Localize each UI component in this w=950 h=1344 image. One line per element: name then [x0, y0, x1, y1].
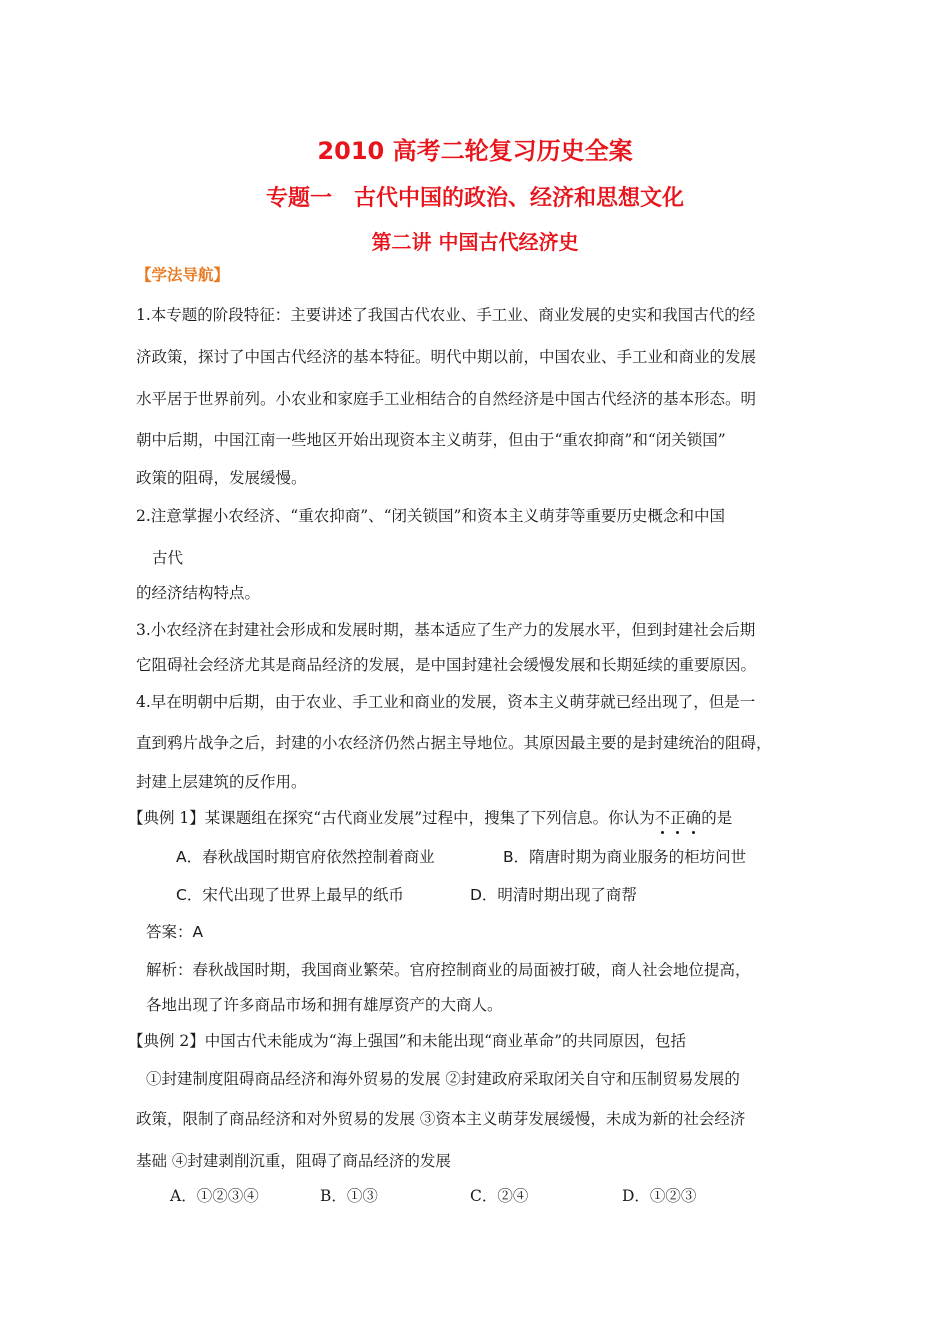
emphasis-char-3: 确	[685, 809, 702, 827]
guide-p1-line-1: 1.本专题的阶段特征：主要讲述了我国古代农业、手工业、商业发展的史实和我国古代的经	[136, 306, 756, 324]
example2-option-d: D．①②③	[622, 1187, 697, 1205]
example1-analysis-line-1: 解析：春秋战国时期，我国商业繁荣。官府控制商业的局面被打破，商人社会地位提高，	[146, 961, 751, 979]
lecture-title: 第二讲 中国古代经济史	[371, 230, 579, 254]
guide-p4-line-3: 封建上层建筑的反作用。	[136, 773, 307, 791]
example1-question-prefix: 【典例 1】某课题组在探究“古代商业发展”过程中，搜集了下列信息。你认为	[128, 809, 655, 827]
example1-question	[128, 808, 732, 828]
document-title: 2010 高考二轮复习历史全案	[317, 137, 633, 165]
guide-p4-line-1: 4.早在明朝中后期，由于农业、手工业和商业的发展，资本主义萌芽就已经出现了，但是一	[136, 693, 756, 711]
example2-option-b: B．①③	[320, 1187, 378, 1205]
topic-title: 专题一 古代中国的政治、经济和思想文化	[265, 186, 684, 211]
section-header-study-guide: 【学法导航】	[136, 266, 230, 284]
example1-answer: 答案：A	[146, 923, 204, 941]
guide-p1-line-4: 朝中后期，中国江南一些地区开始出现资本主义萌芽，但由于“重农抑商”和“闭关锁国”	[136, 431, 726, 449]
example2-body-line-3: 基础 ④封建剥削沉重，阻碍了商品经济的发展	[136, 1152, 451, 1170]
guide-p1-line-3: 水平居于世界前列。小农业和家庭手工业相结合的自然经济是中国古代经济的基本形态。明	[136, 390, 757, 408]
guide-p1-line-5: 政策的阻碍，发展缓慢。	[136, 469, 307, 487]
guide-p3-line-2: 它阻碍社会经济尤其是商品经济的发展，是中国封建社会缓慢发展和长期延续的重要原因。	[136, 656, 757, 674]
example2-body-line-2: 政策，限制了商品经济和对外贸易的发展 ③资本主义萌芽发展缓慢，未成为新的社会经济	[136, 1110, 746, 1128]
guide-p2-line-1: 2.注意掌握小农经济、“重农抑商”、“闭关锁国”和资本主义萌芽等重要历史概念和中国	[136, 507, 725, 525]
example2-option-a: A．①②③④	[170, 1187, 259, 1205]
emphasis-char-1: 不	[654, 809, 671, 827]
guide-p1-line-2: 济政策，探讨了中国古代经济的基本特征。明代中期以前，中国农业、手工业和商业的发展	[136, 348, 757, 366]
example2-question: 【典例 2】中国古代未能成为“海上强国”和未能出现“商业革命”的共同原因，包括	[128, 1032, 686, 1050]
example1-option-b: B．隋唐时期为商业服务的柜坊问世	[503, 848, 747, 866]
example1-option-c: C．宋代出现了世界上最早的纸币	[176, 886, 404, 904]
example1-option-d: D．明清时期出现了商帮	[470, 886, 637, 904]
example1-option-a: A．春秋战国时期官府依然控制着商业	[176, 848, 435, 866]
emphasis-char-2: 正	[670, 809, 686, 827]
example2-option-c: C．②④	[470, 1187, 529, 1205]
guide-p4-line-2: 直到鸦片战争之后，封建的小农经济仍然占据主导地位。其原因最主要的是封建统治的阻碍，	[136, 734, 772, 752]
example2-body-line-1: ①封建制度阻碍商品经济和海外贸易的发展 ②封建政府采取闭关自守和压制贸易发展的	[146, 1070, 740, 1088]
example1-analysis-line-2: 各地出现了许多商品市场和拥有雄厚资产的大商人。	[146, 996, 503, 1014]
guide-p3-line-1: 3.小农经济在封建社会形成和发展时期，基本适应了生产力的发展水平，但到封建社会后期	[136, 621, 756, 639]
guide-p2-line-2: 古代	[152, 549, 184, 567]
example1-question-suffix: 的是	[701, 809, 733, 827]
guide-p2-line-3: 的经济结构特点。	[136, 584, 261, 602]
